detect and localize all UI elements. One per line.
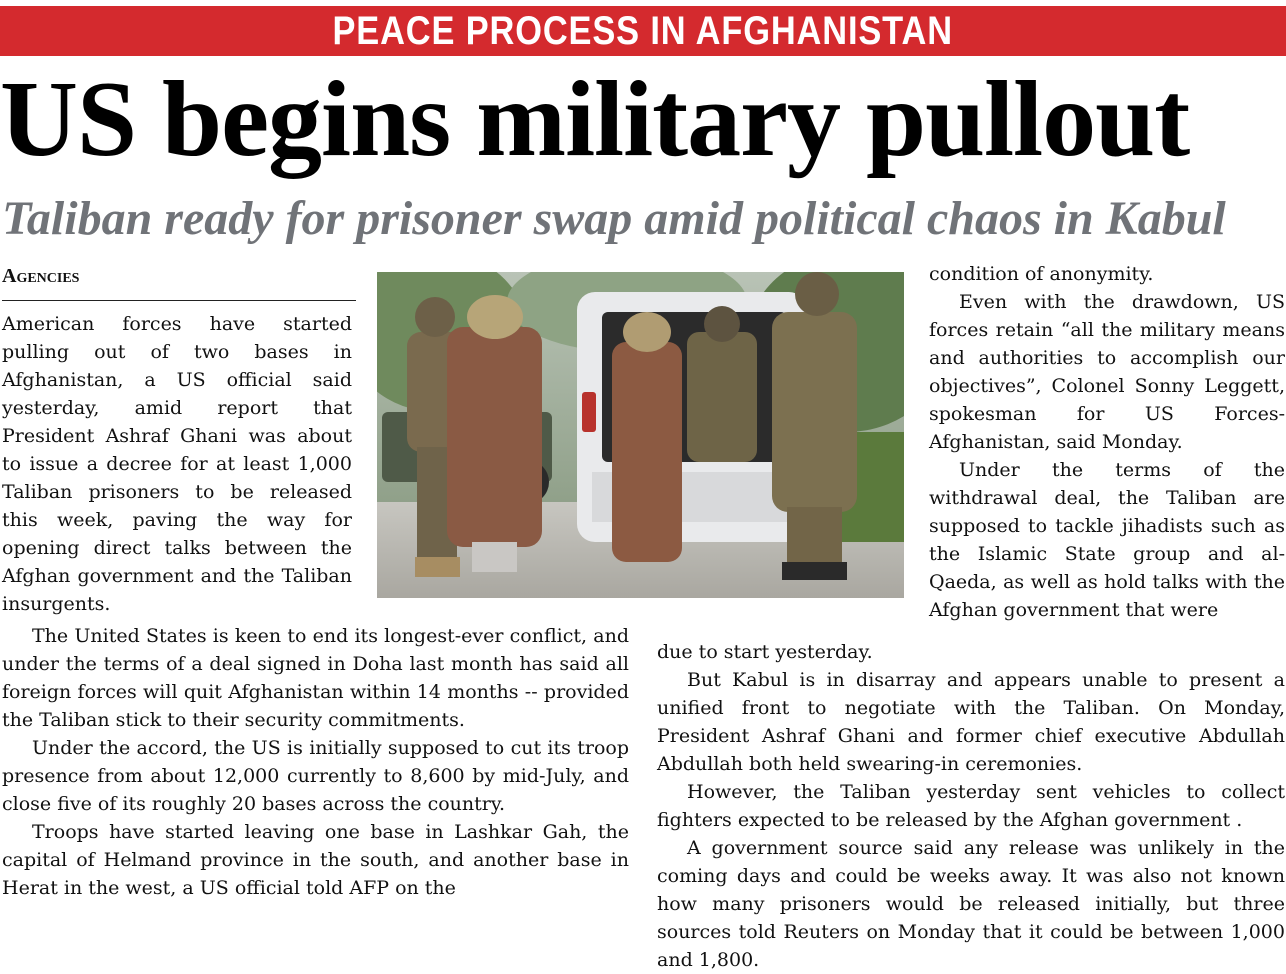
article-column-left [2, 622, 629, 902]
article-paragraph: Troops have started leaving one base in Lashkar Gah, the capital of Helmand province in the south, and another base in Herat in the west, a US official told AFP on the [2, 821, 629, 899]
article-paragraph: A government source said any release was unlikely in the coming days and could be weeks away. It was also not known how many prisoners would be released initially, but three sources told Reuters on Monday that it could be between 1,000 and 1,800. [657, 837, 1285, 971]
article-paragraph: Under the terms of the withdrawal deal, the Taliban are supposed to tackle jihadists such as the Islamic State group and al-Qaeda, as well as hold talks with the Afghan government that were [929, 459, 1285, 621]
byline: Agencies [2, 264, 356, 301]
article-paragraph: American forces have started pulling out of two bases in Afghanistan, a US official said yesterday, amid report that President Ashraf Ghani was about to issue a decree for at least 1,000 Taliban prisoners to be released this week, paving the way for opening direct talks between the Afghan government and the Taliban insurgents. [2, 313, 352, 615]
article-column-right-bottom [657, 638, 1285, 974]
article-paragraph: Under the accord, the US is initially supposed to cut its troop presence from about 12,000 currently to 8,600 by mid-July, and close five of its roughly 20 bases across the country. [2, 737, 629, 815]
article-paragraph: However, the Taliban yesterday sent vehicles to collect fighters expected to be released by the Afghan government . [657, 781, 1285, 831]
headline: US begins military pullout [0, 60, 1190, 179]
article-column-right [929, 260, 1285, 624]
subheadline: Taliban ready for prisoner swap amid political chaos in Kabul [2, 192, 1226, 245]
section-banner [0, 6, 1286, 56]
article-paragraph: But Kabul is in disarray and appears unable to present a unified front to negotiate with the Taliban. On Monday, President Ashraf Ghani and former chief executive Abdullah Abdullah both held swearing-in ceremonies. [657, 669, 1285, 775]
article-column-left-top [2, 310, 352, 618]
photo-illustration [377, 272, 904, 598]
section-kicker: PEACE PROCESS IN AFGHANISTAN [332, 8, 954, 53]
news-photo [377, 272, 904, 598]
article-paragraph: The United States is keen to end its longest-ever conflict, and under the terms of a deal signed in Doha last month has said all foreign forces will quit Afghanistan within 14 months -- provided the Taliban stick to their security commitments. [2, 625, 629, 731]
article-paragraph: Even with the drawdown, US forces retain “all the military means and authorities to accomplish our objectives”, Colonel Sonny Leggett, spokesman for US Forces-Afghanistan, said Monday. [929, 291, 1285, 453]
article-paragraph: condition of anonymity. [929, 263, 1154, 285]
article-paragraph: due to start yesterday. [657, 641, 873, 663]
